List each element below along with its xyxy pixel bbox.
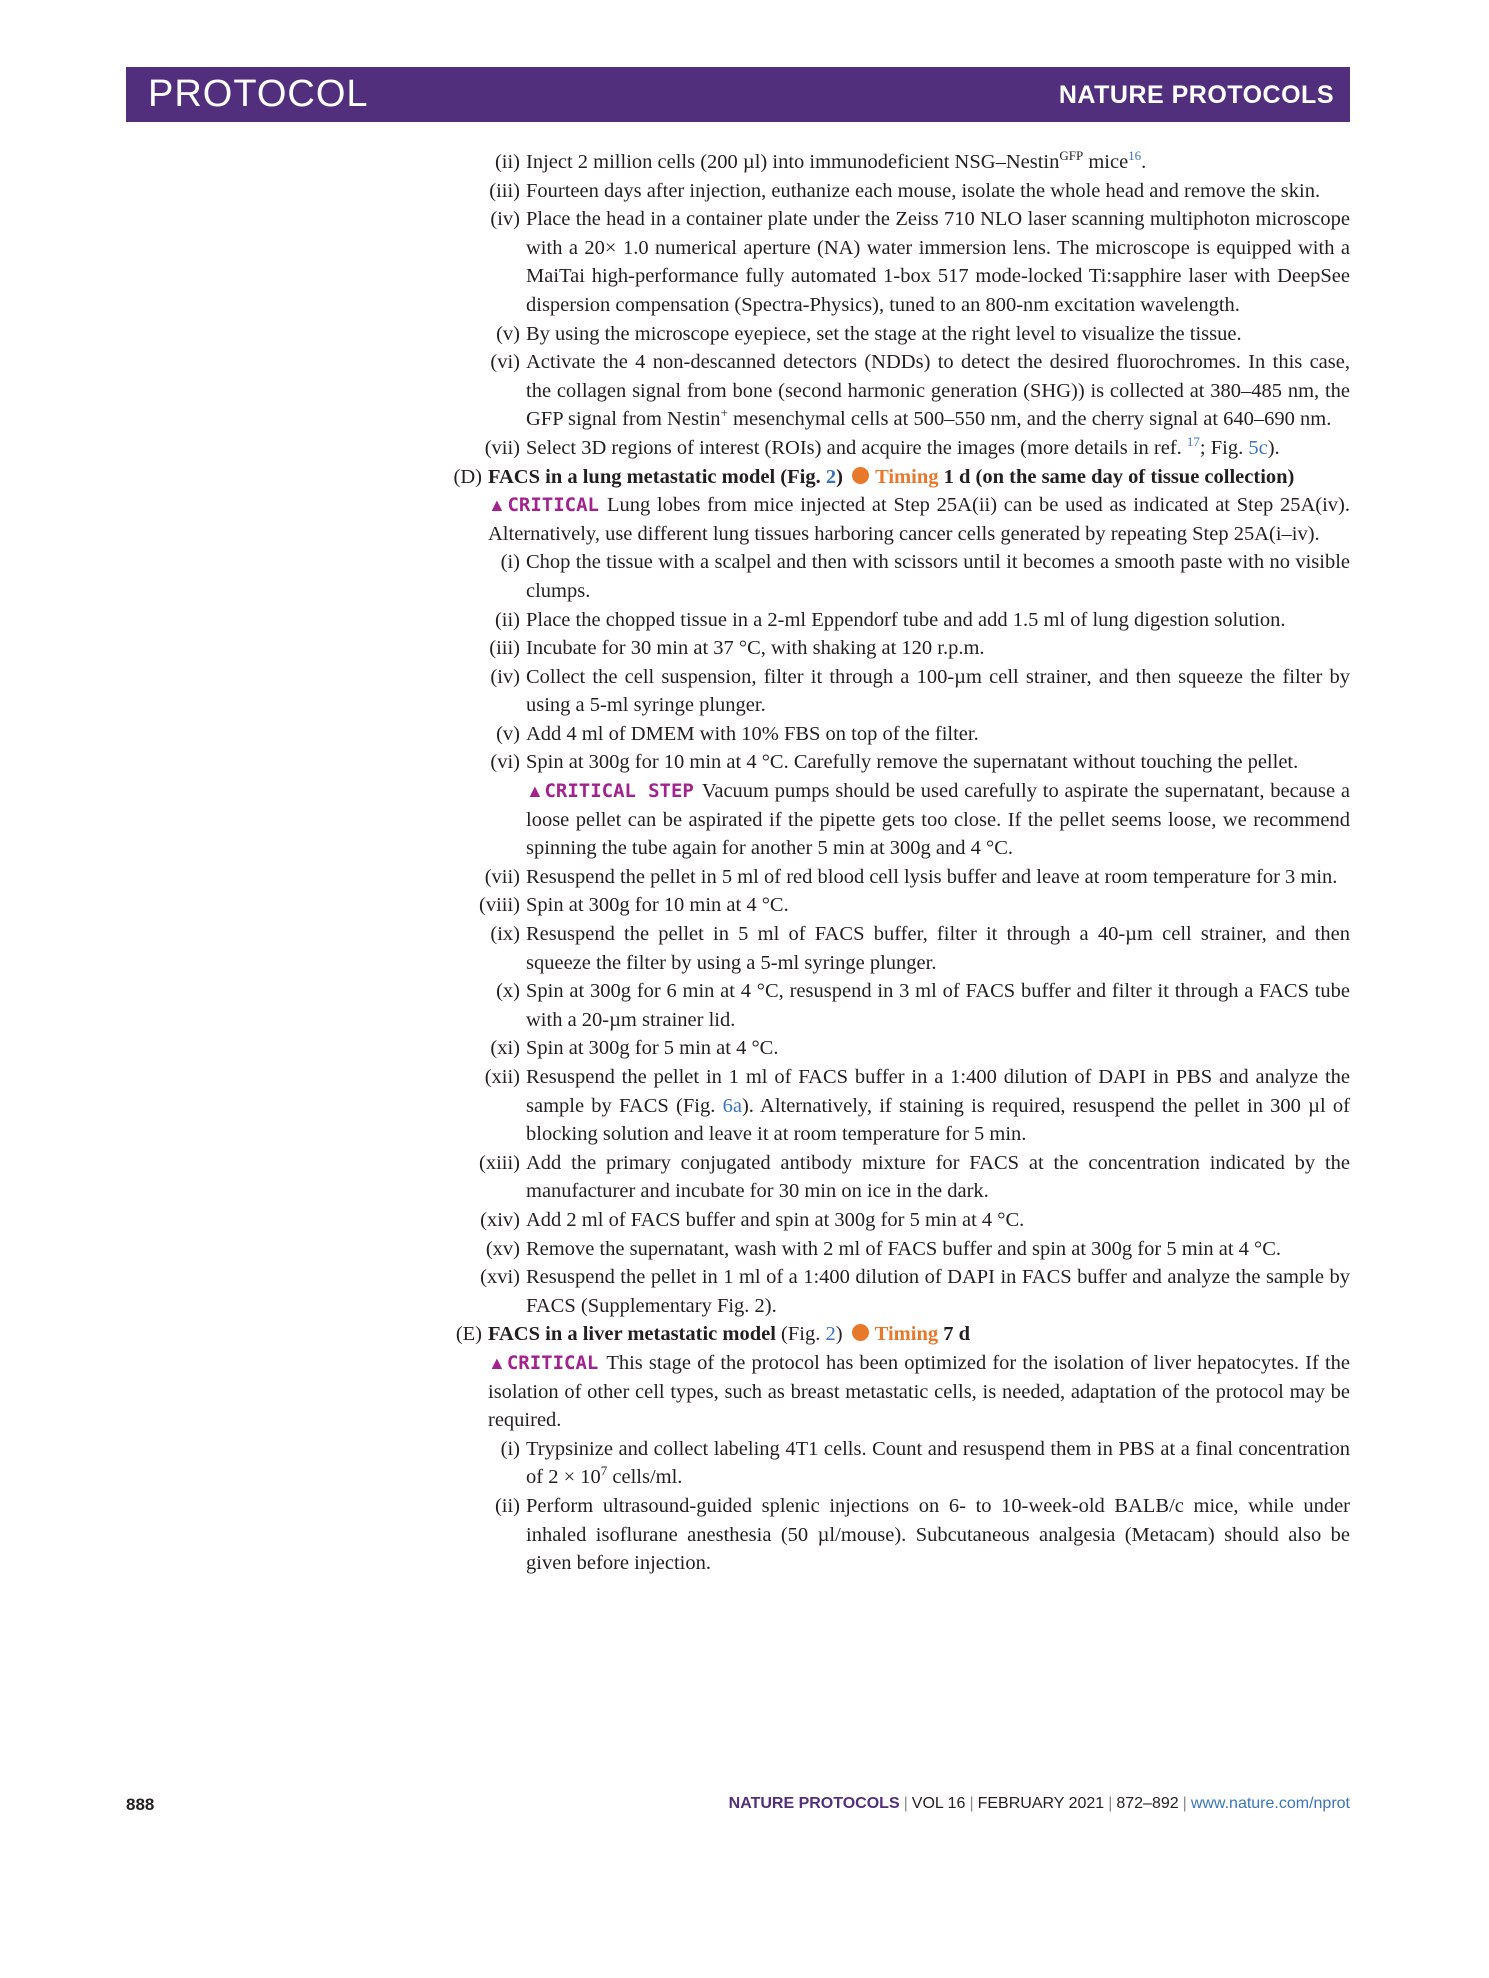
section-number: (D) — [453, 465, 482, 488]
step-text: Spin at 300g for 5 min at 4 °C. — [526, 1037, 779, 1060]
step-item — [440, 177, 1350, 206]
step-text: mesenchymal cells at 500–550 nm, and the cherry signal at 640–690 nm. — [727, 408, 1332, 431]
step-text: Remove the supernatant, wash with 2 ml of FACS buffer and spin at 300g for 5 min at 4 °C. — [526, 1237, 1282, 1260]
superscript: 7 — [600, 1463, 608, 1479]
step-number: (vi) — [490, 751, 520, 774]
step-item — [440, 920, 1350, 977]
footer-journal: NATURE PROTOCOLS — [728, 1795, 900, 1812]
footer-url-link[interactable]: www.nature.com/nprot — [1190, 1795, 1350, 1812]
step-text: Add the primary conjugated antibody mixture for FACS at the concentration indicated by the manufacturer and incubate for 30 min on ice in the dark. — [526, 1151, 1350, 1203]
reference-link[interactable]: 16 — [1128, 148, 1142, 164]
critical-label: CRITICAL — [507, 494, 599, 517]
step-text: Add 4 ml of DMEM with 10% FBS on top of the filter. — [526, 722, 979, 745]
step-number: (i) — [500, 1437, 520, 1460]
step-number: (xi) — [490, 1037, 520, 1060]
critical-step-label: CRITICAL STEP — [544, 780, 694, 803]
step-text: Inject 2 million cells (200 µl) into immunodeficient NSG–Nestin — [526, 151, 1060, 173]
timing-value: 7 d — [943, 1323, 970, 1346]
timing-dot-icon — [852, 1324, 869, 1341]
critical-text: This stage of the protocol has been optimized for the isolation of liver hepatocytes. If the isolation of other cell types, such as breast metastatic cells, is needed, adaptation of the protocol may be required. — [488, 1351, 1350, 1432]
footer-citation: NATURE PROTOCOLS | VOL 16 | FEBRUARY 2021 | 872–892 | www.nature.com/nprot — [728, 1795, 1350, 1812]
step-number: (xv) — [485, 1237, 520, 1260]
step-number: (xvi) — [480, 1266, 520, 1289]
step-item — [440, 1034, 1350, 1063]
step-text: By using the microscope eyepiece, set the stage at the right level to visualize the tissue. — [526, 322, 1242, 345]
step-text: ). — [1267, 436, 1280, 459]
critical-text: Lung lobes from mice injected at Step 25A(ii) can be used as indicated at Step 25A(iv). Alternatively, use different lung tissues harboring cancer cells generated by repeating Step 25A(i–iv). — [488, 494, 1350, 545]
step-number: (ii) — [494, 151, 520, 173]
step-number: (vii) — [484, 865, 520, 888]
step-number: (iv) — [490, 208, 520, 231]
step-text: Select 3D regions of interest (ROIs) and acquire the images (more details in ref. — [526, 436, 1187, 459]
step-item — [440, 977, 1350, 1034]
superscript: + — [720, 405, 728, 421]
section-d-heading — [440, 463, 1350, 492]
footer-date: FEBRUARY 2021 — [977, 1795, 1105, 1812]
step-item — [440, 606, 1350, 635]
step-number: (vii) — [484, 436, 520, 459]
step-text: Resuspend the pellet in 1 ml of FACS buffer in a 1:400 dilution of DAPI in PBS and analyze the sample by FACS (Fig. — [526, 1066, 1350, 1117]
step-item — [440, 1235, 1350, 1264]
step-text: Collect the cell suspension, filter it through a 100-µm cell strainer, and then squeeze the filter by using a 5-ml syringe plunger. — [526, 665, 1350, 717]
section-title: FACS in a lung metastatic model (Fig. — [488, 465, 826, 488]
warning-triangle-icon: ▲ — [488, 1352, 507, 1373]
footer-volume: VOL 16 — [911, 1795, 966, 1812]
step-text: ). Alternatively, if staining is required, resuspend the pellet in 300 µl of blocking solution and leave it at room temperature for 5 min. — [526, 1094, 1350, 1146]
figure-link[interactable]: 2 — [825, 465, 837, 488]
step-number: (vi) — [490, 351, 520, 374]
step-number: (v) — [496, 322, 520, 345]
section-title: ) — [836, 465, 843, 488]
step-text: . — [1141, 151, 1147, 173]
section-number: (E) — [455, 1323, 482, 1346]
timing-label: Timing — [875, 465, 939, 488]
step-item — [440, 1263, 1350, 1320]
step-item — [440, 348, 1350, 434]
step-number: (v) — [496, 722, 520, 745]
step-text: Trypsinize and collect labeling 4T1 cells. Count and resuspend them in PBS at a final concentration of 2 × 10 — [526, 1437, 1350, 1489]
critical-step-text: Vacuum pumps should be used carefully to aspirate the supernatant, because a loose pellet can be aspirated if the pipette gets too close. If the pellet seems loose, we recommend spinning the tube again for another 5 min at 300g and 4 °C. — [526, 780, 1350, 860]
critical-note — [440, 1349, 1350, 1435]
figure-link[interactable]: 6a — [722, 1094, 742, 1117]
step-text: Resuspend the pellet in 1 ml of a 1:400 dilution of DAPI in FACS buffer and analyze the sample by FACS (Supplementary Fig. 2). — [526, 1266, 1350, 1317]
step-number: (xii) — [484, 1066, 520, 1088]
step-text: mice — [1083, 151, 1129, 173]
figure-link[interactable]: 5c — [1248, 436, 1268, 459]
section-e-heading — [440, 1320, 1350, 1349]
timing-value: 1 d (on the same day of tissue collection) — [943, 465, 1295, 488]
step-number: (ii) — [494, 1494, 520, 1517]
superscript: GFP — [1059, 148, 1084, 164]
critical-label: CRITICAL — [506, 1351, 599, 1374]
step-item — [440, 720, 1350, 749]
step-number: (xiii) — [479, 1151, 520, 1174]
step-number: (ix) — [490, 923, 520, 946]
timing-label: Timing — [874, 1323, 939, 1346]
section-title: (Fig. — [775, 1323, 826, 1346]
step-text: Add 2 ml of FACS buffer and spin at 300g for 5 min at 4 °C. — [526, 1208, 1025, 1231]
step-number: (xiv) — [480, 1208, 520, 1231]
figure-link[interactable]: 2 — [825, 1323, 836, 1346]
step-item — [440, 748, 1350, 862]
step-text: Spin at 300g for 10 min at 4 °C. — [526, 894, 789, 917]
critical-step-note — [526, 777, 1350, 863]
step-number: (viii) — [479, 894, 520, 917]
step-text: Place the chopped tissue in a 2-ml Eppendorf tube and add 1.5 ml of lung digestion solution. — [526, 608, 1286, 631]
warning-triangle-icon: ▲ — [488, 495, 508, 516]
step-text: Resuspend the pellet in 5 ml of red blood cell lysis buffer and leave at room temperature for 3 min. — [526, 865, 1338, 888]
step-item — [440, 1492, 1350, 1578]
step-item — [440, 320, 1350, 349]
step-item — [440, 434, 1350, 463]
step-text: Spin at 300g for 10 min at 4 °C. Carefully remove the supernatant without touching the pellet. — [526, 751, 1299, 774]
section-title: FACS in a liver metastatic model — [488, 1323, 776, 1346]
journal-name: NATURE PROTOCOLS — [1058, 81, 1334, 109]
step-text: Spin at 300g for 6 min at 4 °C, resuspend in 3 ml of FACS buffer and filter it through a FACS tube with a 20-µm strainer lid. — [526, 980, 1350, 1031]
step-item — [440, 634, 1350, 663]
step-text: Activate the 4 non-descanned detectors (NDDs) to detect the desired fluorochromes. In this case, the collagen signal from bone (second harmonic generation (SHG)) is collected at 380–485 nm, the GFP signal from Nestin — [526, 351, 1350, 431]
header-banner — [126, 67, 1350, 122]
step-item — [440, 548, 1350, 605]
page-body — [440, 148, 1350, 1578]
step-item — [440, 1149, 1350, 1206]
step-number: (iii) — [489, 179, 520, 202]
step-item — [440, 1063, 1350, 1149]
step-text: Fourteen days after injection, euthanize each mouse, isolate the whole head and remove the skin. — [526, 179, 1321, 202]
step-number: (i) — [500, 551, 520, 574]
footer-pages: 872–892 — [1116, 1795, 1179, 1812]
warning-triangle-icon: ▲ — [526, 781, 545, 802]
step-text: ; Fig. — [1199, 436, 1249, 459]
step-item — [440, 1206, 1350, 1235]
critical-note — [440, 491, 1350, 548]
step-item — [440, 863, 1350, 892]
step-number: (iii) — [489, 637, 520, 660]
step-item — [440, 663, 1350, 720]
step-text: Perform ultrasound-guided splenic injections on 6- to 10-week-old BALB/c mice, while under inhaled isoflurane anesthesia (50 µl/mouse). Subcutaneous analgesia (Metacam) should also be given before injection. — [526, 1494, 1350, 1575]
step-item — [440, 205, 1350, 319]
step-item — [440, 148, 1350, 177]
reference-link[interactable]: 17 — [1186, 434, 1200, 450]
step-text: Place the head in a container plate under the Zeiss 710 NLO laser scanning multiphoton microscope with a 20× 1.0 numerical aperture (NA) water immersion lens. The microscope is equipped with a MaiTai high-performance fully automated 1-box 517 mode-locked Ti:sapphire laser with DeepSee dispersion compensation (Spectra-Physics), tuned to an 800-nm excitation wavelength. — [526, 208, 1350, 316]
section-title: ) — [835, 1323, 843, 1346]
step-text: Incubate for 30 min at 37 °C, with shaking at 120 r.p.m. — [526, 637, 985, 660]
step-text: cells/ml. — [607, 1466, 683, 1489]
step-item — [440, 1435, 1350, 1492]
step-number: (iv) — [490, 665, 520, 688]
step-item — [440, 891, 1350, 920]
step-number: (ii) — [494, 608, 520, 631]
article-type-label: PROTOCOL — [148, 73, 369, 115]
step-text: Resuspend the pellet in 5 ml of FACS buffer, filter it through a 40-µm cell strainer, and then squeeze the filter by using a 5-ml syringe plunger. — [526, 923, 1350, 974]
step-number: (x) — [496, 980, 520, 1003]
step-text: Chop the tissue with a scalpel and then with scissors until it becomes a smooth paste with no visible clumps. — [526, 551, 1350, 602]
page-number: 888 — [126, 1795, 155, 1814]
timing-dot-icon — [852, 467, 869, 484]
